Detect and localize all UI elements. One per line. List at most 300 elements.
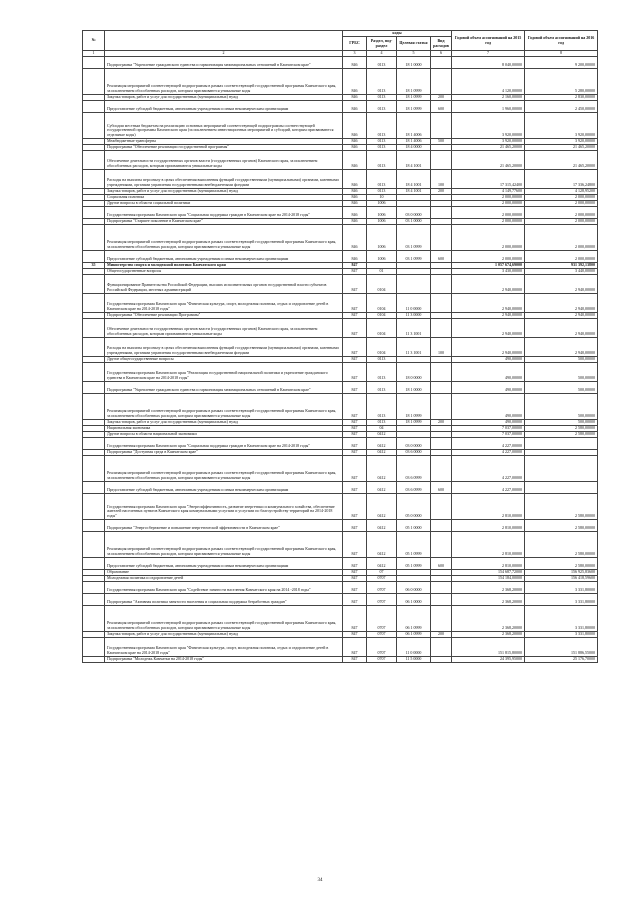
row-vol2016-cell: 2 580,00000 [525, 519, 598, 531]
row-vol2016-cell: 2 940,00000 [525, 337, 598, 356]
table-row [83, 318, 598, 337]
row-vol2015-cell: 1 057 674,69000 [452, 262, 525, 268]
row-grbs-cell: 847 [343, 312, 367, 318]
row-grbs-cell: 846 [343, 100, 367, 112]
table-row [83, 274, 598, 293]
row-grbs-cell: 847 [343, 419, 367, 425]
row-section-cell: 10 [367, 194, 397, 200]
row-expense-type-cell [431, 455, 452, 481]
row-grbs-cell: 846 [343, 112, 367, 138]
row-target-cell: 11 3 0000 [397, 312, 431, 318]
row-vol2016-cell [525, 455, 598, 481]
row-vol2016-cell: 151 886,55000 [525, 637, 598, 656]
row-target-cell: 18 1 0000 [397, 381, 431, 393]
col-vol2016-header: Годовой объем ассигнований на 2016 год [525, 31, 598, 51]
row-grbs-cell: 847 [343, 337, 367, 356]
row-vol2015-cell: 4 227,00000 [452, 481, 525, 493]
row-vol2016-cell: 2 000,00000 [525, 194, 598, 200]
row-vol2016-cell: 2 580,00000 [525, 425, 598, 431]
row-num-cell [83, 493, 105, 519]
row-num-cell [83, 100, 105, 112]
row-section-cell: 1006 [367, 224, 397, 250]
row-section-cell: 0412 [367, 449, 397, 455]
row-grbs-cell: 847 [343, 493, 367, 519]
row-name-cell: Национальная экономика [105, 425, 343, 431]
colnum-cell: 5 [397, 51, 431, 57]
row-target-cell: 06 1 0000 [397, 593, 431, 605]
row-vol2016-cell: 2 000,00000 [525, 200, 598, 206]
row-grbs-cell: 847 [343, 381, 367, 393]
row-name-cell: Реализация мероприятий соответствующей подпрограммы в рамках соответствующей государственной программы Камчатского края, за исключением обособленных расходов, которым присваиваются уникальные коды [105, 68, 343, 94]
row-name-cell: Подпрограмма "Укрепление гражданского единства и гармонизация межнациональных отношений в Камчатском крае" [105, 56, 343, 68]
row-expense-type-cell [431, 206, 452, 218]
row-vol2016-cell: 2 450,00000 [525, 100, 598, 112]
row-grbs-cell: 846 [343, 224, 367, 250]
row-vol2015-cell: 490,00000 [452, 362, 525, 381]
row-name-cell: Предоставление субсидий бюджетным, автономным учреждениям и иным некоммерческим организациям [105, 100, 343, 112]
row-section-cell: 0113 [367, 68, 397, 94]
row-vol2015-cell: 8 040,00000 [452, 56, 525, 68]
row-name-cell: Социальная политика [105, 194, 343, 200]
row-name-cell: Закупка товаров, работ и услуг для государственных (муниципальных) нужд [105, 188, 343, 194]
row-grbs-cell: 846 [343, 144, 367, 150]
colnum-cell: 4 [367, 51, 397, 57]
row-target-cell: 18 1 0000 [397, 56, 431, 68]
row-vol2015-cell: 490,00000 [452, 381, 525, 393]
row-target-cell: 18 1 0999 [397, 68, 431, 94]
row-target-cell: 18 1 0999 [397, 100, 431, 112]
row-target-cell: 11 5 0000 [397, 656, 431, 662]
row-name-cell: Межбюджетные трансферты [105, 138, 343, 144]
row-num-cell [83, 112, 105, 138]
row-vol2016-cell: 2 940,00000 [525, 274, 598, 293]
row-section-cell: 0707 [367, 656, 397, 662]
row-name-cell: Подпрограмма "Обеспечение реализации государственной программы" [105, 144, 343, 150]
row-grbs-cell: 847 [343, 581, 367, 593]
row-vol2016-cell: 2 830,00000 [525, 94, 598, 100]
row-vol2016-cell: 2 000,00000 [525, 250, 598, 262]
row-vol2015-cell: 154 687,72000 [452, 569, 525, 575]
row-grbs-cell: 846 [343, 169, 367, 188]
row-grbs-cell: 847 [343, 425, 367, 431]
row-name-cell: Государственная программа Камчатского края "Физическая культура, спорт, молодежная политика, отдых и оздоровление детей в Камчатском крае на 2014-2018 годы" [105, 637, 343, 656]
row-num-cell [83, 56, 105, 68]
row-num-cell [83, 519, 105, 531]
row-grbs-cell: 847 [343, 362, 367, 381]
row-name-cell: Субсидии местным бюджетам на реализацию основных мероприятий соответствующей подпрограммы соответствующей государственной программы Камчатского края (за исключением инвестиционных мероприятий и субсидий, которым присваиваются отдельные коды) [105, 112, 343, 138]
row-grbs-cell: 846 [343, 218, 367, 224]
row-vol2015-cell: 2 000,00000 [452, 194, 525, 200]
row-vol2016-cell [525, 437, 598, 449]
table-row [83, 224, 598, 250]
row-vol2015-cell: 2 000,00000 [452, 224, 525, 250]
row-name-cell: Государственная программа Камчатского края "Энергоэффективность, развитие энергетики и коммунального хозяйства, обеспечение жителей населенных пунктов Камчатского края коммунальными услугами и услугами по благоустройству территорий на 2014-2018 годы" [105, 493, 343, 519]
row-name-cell: Министерство спорта и молодежной политики Камчатского края [105, 262, 343, 268]
row-section-cell: 0113 [367, 100, 397, 112]
row-grbs-cell: 847 [343, 519, 367, 531]
row-grbs-cell: 847 [343, 437, 367, 449]
table-row [83, 531, 598, 557]
row-section-cell: 0113 [367, 150, 397, 169]
col-vol2015-header: Годовой объем ассигнований на 2015 год [452, 31, 525, 51]
table-header [83, 31, 598, 57]
table-row [83, 56, 598, 68]
row-grbs-cell: 847 [343, 481, 367, 493]
row-num-cell [83, 593, 105, 605]
row-grbs-cell: 847 [343, 631, 367, 637]
row-target-cell: 03 0 0000 [397, 437, 431, 449]
row-grbs-cell: 847 [343, 656, 367, 662]
row-expense-type-cell [431, 318, 452, 337]
row-expense-type-cell: 200 [431, 631, 452, 637]
row-num-cell [83, 150, 105, 169]
row-expense-type-cell [431, 56, 452, 68]
row-target-cell: 18 1 4006 [397, 138, 431, 144]
table-row [83, 206, 598, 218]
row-target-cell [397, 274, 431, 293]
row-vol2015-cell: 21 465,20000 [452, 150, 525, 169]
row-vol2016-cell: 5 280,00000 [525, 68, 598, 94]
row-vol2015-cell: 2 940,00000 [452, 293, 525, 312]
row-section-cell: 1006 [367, 200, 397, 206]
row-grbs-cell: 846 [343, 150, 367, 169]
row-vol2015-cell: 2 000,00000 [452, 206, 525, 218]
row-section-cell: 0113 [367, 56, 397, 68]
row-vol2015-cell: 3 920,00000 [452, 138, 525, 144]
row-grbs-cell: 847 [343, 455, 367, 481]
row-expense-type-cell: 600 [431, 557, 452, 569]
row-vol2016-cell: 2 000,00000 [525, 206, 598, 218]
table-row [83, 393, 598, 419]
row-section-cell: 0707 [367, 581, 397, 593]
budget-table-container [82, 30, 597, 663]
row-target-cell: 11 3 1001 [397, 337, 431, 356]
row-expense-type-cell [431, 362, 452, 381]
row-vol2015-cell: 154 184,00000 [452, 575, 525, 581]
row-section-cell: 0104 [367, 318, 397, 337]
row-vol2016-cell: 2 940,00000 [525, 318, 598, 337]
row-section-cell: 0113 [367, 419, 397, 425]
row-vol2016-cell: 2 000,00000 [525, 224, 598, 250]
row-name-cell: Реализация мероприятий соответствующей подпрограммы в рамках соответствующей государственной программы Камчатского края, за исключением обособленных расходов, которым присваиваются уникальные коды [105, 455, 343, 481]
row-section-cell: 0113 [367, 381, 397, 393]
row-section-cell: 0707 [367, 631, 397, 637]
row-num-cell [83, 318, 105, 337]
row-grbs-cell: 847 [343, 431, 367, 437]
table-row [83, 455, 598, 481]
row-target-cell: 18 1 0999 [397, 419, 431, 425]
row-name-cell: Реализация мероприятий соответствующей подпрограммы в рамках соответствующей государственной программы Камчатского края, за исключением обособленных расходов, которым присваиваются уникальные коды [105, 605, 343, 631]
row-section-cell: 0104 [367, 337, 397, 356]
colnum-cell: 1 [83, 51, 105, 57]
row-num-cell [83, 656, 105, 662]
row-vol2016-cell: 2 580,00000 [525, 493, 598, 519]
row-section-cell: 0412 [367, 431, 397, 437]
row-target-cell: 18 4 1001 [397, 169, 431, 188]
table-body [83, 56, 598, 662]
row-expense-type-cell: 200 [431, 419, 452, 425]
row-expense-type-cell [431, 581, 452, 593]
row-num-cell: 35 [83, 262, 105, 268]
row-name-cell: Государственная программа Камчатского края "Социальная поддержка граждан в Камчатском крае на 2014-2018 годы" [105, 206, 343, 218]
row-vol2015-cell: 1 960,00000 [452, 100, 525, 112]
row-vol2015-cell: 4 227,00000 [452, 449, 525, 455]
row-target-cell: 03 6 0999 [397, 481, 431, 493]
row-vol2015-cell: 7 037,00000 [452, 425, 525, 431]
row-name-cell: Другие вопросы в области социальной политики [105, 200, 343, 206]
row-section-cell: 0412 [367, 557, 397, 569]
row-vol2016-cell: 500,00000 [525, 419, 598, 425]
row-vol2015-cell: 2 000,00000 [452, 200, 525, 206]
row-name-cell: Закупка товаров, работ и услуг для государственных (муниципальных) нужд [105, 631, 343, 637]
table-row [83, 100, 598, 112]
row-num-cell [83, 637, 105, 656]
row-section-cell: 0113 [367, 188, 397, 194]
row-expense-type-cell [431, 112, 452, 138]
row-vol2015-cell: 3 430,00000 [452, 268, 525, 274]
row-num-cell [83, 169, 105, 188]
row-name-cell: Расходы на выплаты персоналу в целях обеспечения выполнения функций государственными (муниципальными) органами, казенными учреждениями, органами управления государственными внебюджетными фондами [105, 169, 343, 188]
row-vol2015-cell: 3 920,00000 [452, 112, 525, 138]
row-vol2016-cell: 931 392,13800 [525, 262, 598, 268]
row-expense-type-cell [431, 605, 452, 631]
row-name-cell: Предоставление субсидий бюджетным, автономным учреждениям и иным некоммерческим организациям [105, 481, 343, 493]
row-name-cell: Функционирование Правительства Российской Федерации, высших исполнительных органов государственной власти субъектов Российской Федерации, местных администраций [105, 274, 343, 293]
col-grbs-header: ГРБС [343, 37, 367, 51]
table-row [83, 581, 598, 593]
row-section-cell: 0104 [367, 293, 397, 312]
row-section-cell: 07 [367, 569, 397, 575]
row-vol2016-cell: 2 580,00000 [525, 431, 598, 437]
row-expense-type-cell [431, 274, 452, 293]
row-section-cell: 0113 [367, 94, 397, 100]
row-vol2016-cell: 500,00000 [525, 381, 598, 393]
row-name-cell: Молодежная политика и оздоровление детей [105, 575, 343, 581]
row-vol2015-cell: 2 940,00000 [452, 312, 525, 318]
row-name-cell: Подпрограмма "Энергосбережение и повышение энергетической эффективности в Камчатском крае" [105, 519, 343, 531]
row-expense-type-cell [431, 593, 452, 605]
row-expense-type-cell [431, 393, 452, 419]
row-name-cell: Обеспечение деятельности государственных органов власти (государственных органов) Камчатского края, за исключением обособленных расходов, которым присваиваются уникальные коды [105, 318, 343, 337]
row-target-cell: 11 0 0000 [397, 293, 431, 312]
row-vol2016-cell: 3 920,00000 [525, 112, 598, 138]
table-row [83, 112, 598, 138]
row-name-cell: Закупка товаров, работ и услуг для государственных (муниципальных) нужд [105, 419, 343, 425]
row-name-cell: Государственная программа Камчатского края "Физическая культура, спорт, молодежная политика, отдых и оздоровление детей в Камчатском крае на 2014-2018 годы" [105, 293, 343, 312]
table-row [83, 637, 598, 656]
row-section-cell: 04 [367, 425, 397, 431]
row-vol2016-cell: 25 176,70000 [525, 656, 598, 662]
row-vol2015-cell: 2 810,00000 [452, 531, 525, 557]
row-num-cell [83, 206, 105, 218]
row-vol2015-cell: 7 037,00000 [452, 431, 525, 437]
row-section-cell: 0104 [367, 312, 397, 318]
row-section-cell: 0113 [367, 362, 397, 381]
row-grbs-cell: 847 [343, 569, 367, 575]
table-row [83, 337, 598, 356]
row-target-cell: 11 3 1001 [397, 318, 431, 337]
row-expense-type-cell: 500 [431, 138, 452, 144]
row-name-cell: Закупка товаров, работ и услуг для государственных (муниципальных) нужд [105, 94, 343, 100]
row-num-cell [83, 393, 105, 419]
row-grbs-cell: 846 [343, 194, 367, 200]
colnum-cell: 7 [452, 51, 525, 57]
colnum-cell: 2 [105, 51, 343, 57]
row-target-cell: 18 4 1001 [397, 188, 431, 194]
row-vol2016-cell: 17 336,24800 [525, 169, 598, 188]
row-vol2016-cell: 500,00000 [525, 356, 598, 362]
row-section-cell: 0113 [367, 169, 397, 188]
row-target-cell: 18 4 1001 [397, 150, 431, 169]
row-name-cell: Государственная программа Камчатского края "Реализация государственной национальной политики и укрепление гражданского единства в Камчатском крае на 2014-2018 годы" [105, 362, 343, 381]
row-grbs-cell: 847 [343, 449, 367, 455]
row-vol2016-cell: 2 580,00000 [525, 531, 598, 557]
row-target-cell: 06 1 0999 [397, 605, 431, 631]
row-vol2015-cell: 2 368,20000 [452, 593, 525, 605]
row-name-cell: Общегосударственные вопросы [105, 268, 343, 274]
table-row [83, 437, 598, 449]
row-target-cell: 05 1 0000 [397, 519, 431, 531]
row-section-cell: 01 [367, 268, 397, 274]
row-vol2015-cell: 2 160,00000 [452, 94, 525, 100]
row-num-cell [83, 437, 105, 449]
row-section-cell: 0412 [367, 519, 397, 531]
row-vol2015-cell: 2 810,00000 [452, 557, 525, 569]
row-vol2016-cell [525, 481, 598, 493]
col-target-header: Целевая статья [397, 37, 431, 51]
row-section-cell: 0707 [367, 605, 397, 631]
row-grbs-cell: 847 [343, 575, 367, 581]
row-num-cell [83, 337, 105, 356]
row-num-cell [83, 381, 105, 393]
row-num-cell [83, 455, 105, 481]
row-vol2015-cell: 24 395,95000 [452, 656, 525, 662]
table-row [83, 519, 598, 531]
table-row [83, 493, 598, 519]
row-expense-type-cell [431, 381, 452, 393]
row-section-cell: 0707 [367, 637, 397, 656]
row-expense-type-cell [431, 531, 452, 557]
col-name-header [105, 31, 343, 51]
col-expense-type-header: Вид расходов [431, 37, 452, 51]
row-num-cell [83, 250, 105, 262]
row-expense-type-cell [431, 150, 452, 169]
col-section-header: Раздел, под- раздел [367, 37, 397, 51]
row-target-cell: 11 0 0000 [397, 637, 431, 656]
row-expense-type-cell: 100 [431, 337, 452, 356]
table-row [83, 169, 598, 188]
row-vol2015-cell: 490,00000 [452, 393, 525, 419]
row-num-cell [83, 224, 105, 250]
colnum-cell: 8 [525, 51, 598, 57]
row-num-cell [83, 362, 105, 381]
row-target-cell: 18 0 0000 [397, 362, 431, 381]
row-vol2016-cell: 3 331,80000 [525, 605, 598, 631]
row-vol2015-cell: 2 940,00000 [452, 337, 525, 356]
row-vol2016-cell: 2 580,00000 [525, 557, 598, 569]
row-expense-type-cell: 600 [431, 250, 452, 262]
row-target-cell: 05 0 0000 [397, 493, 431, 519]
row-grbs-cell: 846 [343, 68, 367, 94]
row-expense-type-cell [431, 68, 452, 94]
row-name-cell: Обеспечение деятельности государственных органов власти (государственных органов) Камчатского края, за исключением обособленных расходов, которым присваиваются уникальные коды [105, 150, 343, 169]
row-vol2015-cell: 2 368,20000 [452, 605, 525, 631]
budget-table [82, 30, 598, 663]
row-target-cell: 05 1 0999 [397, 531, 431, 557]
row-vol2015-cell: 151 815,80000 [452, 637, 525, 656]
row-target-cell: 18 1 0999 [397, 94, 431, 100]
row-section-cell: 0412 [367, 437, 397, 449]
row-name-cell: Подпрограмма "Старшее поколение в Камчатском крае" [105, 218, 343, 224]
table-row [83, 557, 598, 569]
row-name-cell: Подпрограмма "Активная политика занятости населения и социальная поддержка безработных граждан" [105, 593, 343, 605]
col-num-header: № [83, 31, 105, 51]
row-vol2015-cell: 2 940,00000 [452, 318, 525, 337]
row-name-cell: Предоставление субсидий бюджетным, автономным учреждениям и иным некоммерческим организациям [105, 250, 343, 262]
row-name-cell: Другие вопросы в области национальной экономики [105, 431, 343, 437]
row-grbs-cell: 847 [343, 274, 367, 293]
row-section-cell: 0113 [367, 356, 397, 362]
row-grbs-cell: 846 [343, 200, 367, 206]
row-vol2016-cell: 3 920,00000 [525, 138, 598, 144]
row-expense-type-cell: 200 [431, 94, 452, 100]
row-vol2016-cell: 2 940,00000 [525, 293, 598, 312]
row-section-cell: 0412 [367, 481, 397, 493]
page-number: 34 [317, 878, 323, 883]
row-vol2015-cell: 490,00000 [452, 419, 525, 425]
row-vol2016-cell: 3 331,80000 [525, 631, 598, 637]
row-target-cell: 03 1 0000 [397, 218, 431, 224]
row-section-cell: 0412 [367, 531, 397, 557]
row-vol2016-cell: 3 440,00000 [525, 268, 598, 274]
row-vol2015-cell: 4 227,00000 [452, 437, 525, 449]
row-vol2016-cell: 2 940,00000 [525, 312, 598, 318]
row-grbs-cell: 847 [343, 557, 367, 569]
row-expense-type-cell: 200 [431, 188, 452, 194]
row-vol2015-cell: 490,00000 [452, 356, 525, 362]
row-target-cell: 03 1 0999 [397, 250, 431, 262]
row-grbs-cell: 847 [343, 318, 367, 337]
row-section-cell: 0113 [367, 112, 397, 138]
row-section-cell: 0412 [367, 493, 397, 519]
row-grbs-cell: 846 [343, 56, 367, 68]
row-vol2015-cell: 2 000,00000 [452, 250, 525, 262]
row-vol2016-cell: 9 200,00000 [525, 56, 598, 68]
row-name-cell: Государственная программа Камчатского края "Социальная поддержка граждан в Камчатском крае на 2014-2018 годы" [105, 437, 343, 449]
row-target-cell: 05 1 0999 [397, 557, 431, 569]
row-section-cell: 0113 [367, 393, 397, 419]
row-section-cell: 0113 [367, 144, 397, 150]
row-expense-type-cell: 600 [431, 100, 452, 112]
row-vol2015-cell: 2 368,20000 [452, 581, 525, 593]
row-grbs-cell: 846 [343, 138, 367, 144]
table-row [83, 250, 598, 262]
row-vol2015-cell: 2 810,00000 [452, 519, 525, 531]
row-num-cell [83, 581, 105, 593]
row-grbs-cell: 846 [343, 188, 367, 194]
row-section-cell: 0113 [367, 138, 397, 144]
colnum-cell: 6 [431, 51, 452, 57]
row-expense-type-cell: 100 [431, 169, 452, 188]
table-row [83, 150, 598, 169]
table-row [83, 593, 598, 605]
row-name-cell: Реализация мероприятий соответствующей подпрограммы в рамках соответствующей государственной программы Камчатского края, за исключением обособленных расходов, которым присваиваются уникальные коды [105, 393, 343, 419]
row-expense-type-cell [431, 656, 452, 662]
row-grbs-cell: 847 [343, 262, 367, 268]
row-section-cell: 0412 [367, 455, 397, 481]
row-name-cell: Подпрограмма "Укрепление гражданского единства и гармонизация межнациональных отношений в Камчатском крае" [105, 381, 343, 393]
row-num-cell [83, 557, 105, 569]
